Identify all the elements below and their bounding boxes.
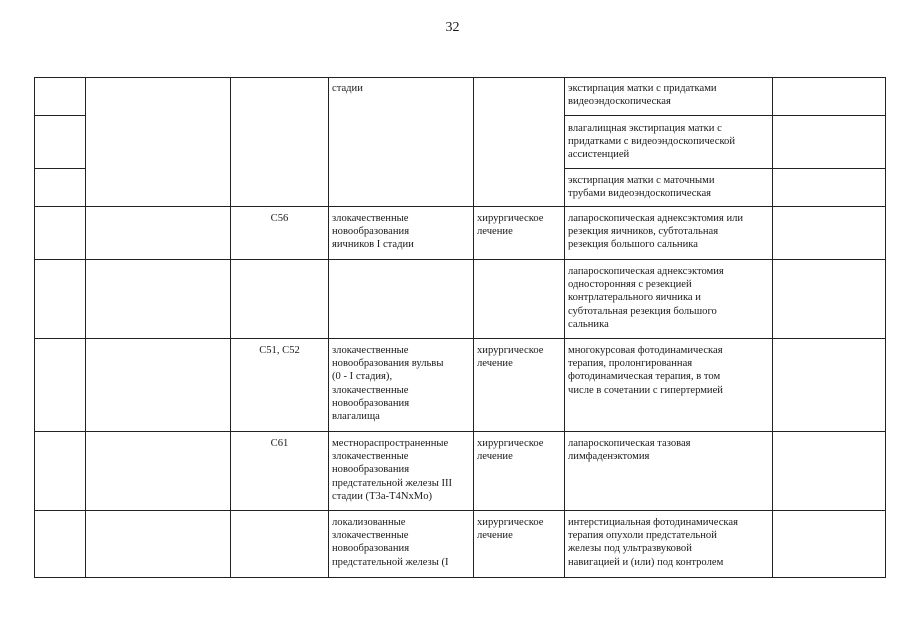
diagnosis-cell: локализованные злокачественные новообразования предстательной железы (I	[332, 517, 449, 568]
treatment-cell: хирургическое лечение	[477, 438, 544, 463]
diagnosis-cell: местнораспространенные злокачественные новообразования предстательной железы III стадии (T3a-T4NxMo)	[332, 438, 453, 502]
method-cell: многокурсовая фотодинамическая терапия, пролонгированная фотодинамическая терапия, в том числе в сочетании с гипертермией	[568, 345, 723, 396]
table-rule	[34, 77, 886, 78]
method-cell: лапароскопическая тазовая лимфаденэктомия	[568, 438, 691, 463]
table-rule	[564, 77, 565, 578]
treatment-cell: хирургическое лечение	[477, 213, 544, 238]
code-cell: C56	[270, 213, 289, 224]
table-rule	[34, 510, 886, 511]
method-cell: лапароскопическая аднексэктомия или резекция яичников, субтотальная резекция большого сальника	[568, 213, 744, 251]
treatment-cell: хирургическое лечение	[477, 345, 544, 370]
method-cell: экстирпация матки с придатками видеоэндоскопическая	[568, 83, 717, 108]
table-rule	[230, 77, 231, 578]
table-rule	[34, 206, 886, 207]
method-cell: интерстициальная фотодинамическая терапия опухоли предстательной железы под ультразвуковой навигацией и (или) под контролем	[568, 517, 738, 568]
table-rule	[772, 77, 773, 578]
treatment-cell: хирургическое лечение	[477, 517, 544, 542]
table-rule	[34, 338, 886, 339]
table-rule	[34, 168, 85, 169]
code-cell: C61	[270, 438, 289, 449]
table-rule	[34, 577, 886, 578]
table-rule	[473, 77, 474, 578]
table-rule	[885, 77, 886, 578]
diagnosis-cell: стадии	[332, 83, 363, 94]
table-rule	[34, 431, 886, 432]
table-rule	[34, 115, 85, 116]
table-rule	[564, 115, 886, 116]
table-rule	[564, 168, 886, 169]
method-cell: экстирпация матки с маточными трубами видеоэндоскопическая	[568, 175, 715, 200]
table-rule	[34, 77, 35, 578]
method-cell: влагалищная экстирпация матки с придатками с видеоэндоскопической ассистенцией	[568, 123, 736, 161]
page-number: 32	[445, 20, 460, 35]
diagnosis-cell: злокачественные новообразования вульвы (0 - I стадия), злокачественные новообразования влагалища	[332, 345, 444, 423]
table-rule	[85, 77, 86, 578]
table-rule	[34, 259, 886, 260]
diagnosis-cell: злокачественные новообразования яичников I стадии	[332, 213, 414, 251]
method-cell: лапароскопическая аднексэктомия односторонняя с резекцией контрлатерального яичника и субтотальная резекция большого сальника	[568, 266, 724, 330]
table-rule	[328, 77, 329, 578]
code-cell: C51, C52	[259, 345, 300, 356]
